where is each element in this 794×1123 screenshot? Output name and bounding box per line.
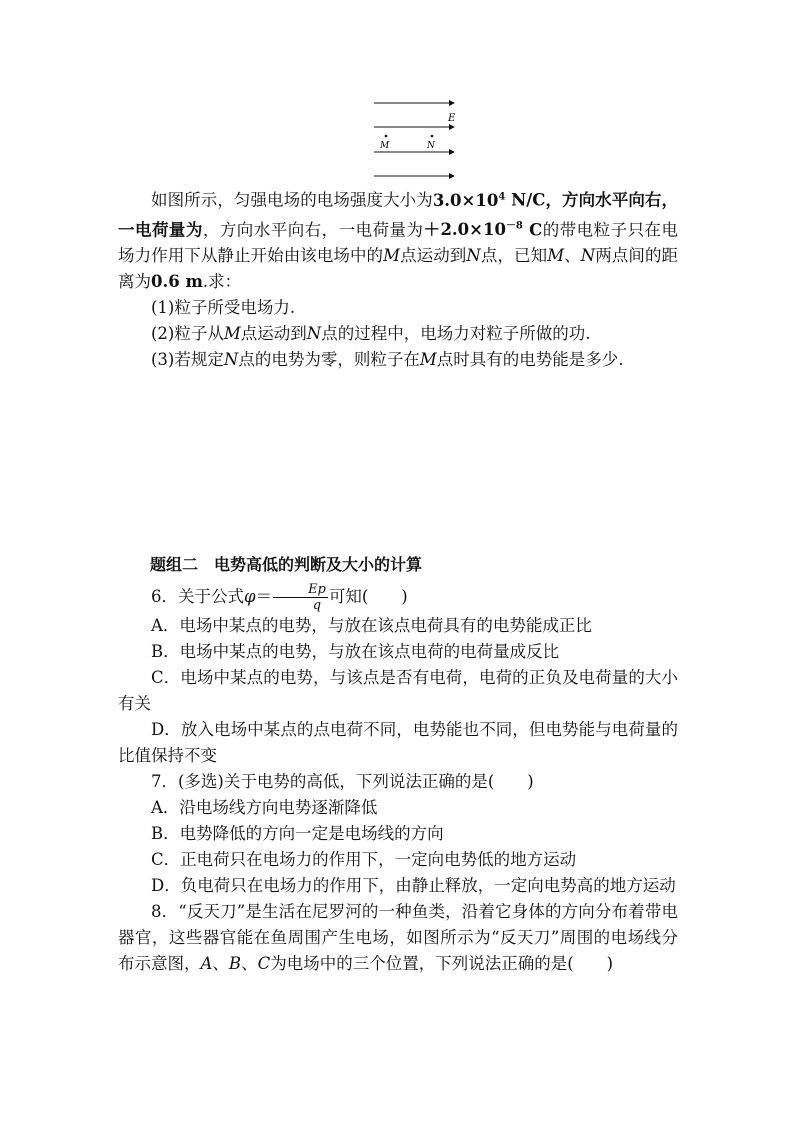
question-6-option-d: D．放入电场中某点的点电荷不同，电势能也不同，但电势能与电荷量的比值保持不变 [118, 720, 678, 765]
point-m-label: M [380, 141, 390, 151]
question-group-2 [118, 552, 678, 977]
question-7-option-a: A．沿电场线方向电势逐渐降低 [151, 798, 378, 817]
question-6-stem: 6．关于公式φ＝ $\frac{Ep}{q}$ 可知( ) [151, 582, 408, 613]
question-7-option-c: C．正电荷只在电场力的作用下，一定向电势低的地方运动 [151, 850, 577, 869]
question-6-option-a: A．电场中某点的电势，与放在该点电荷具有的电势能成正比 [151, 616, 592, 635]
problem-5-question-3: (3)若规定N点的电势为零，则粒子在M点时具有的电势能是多少. [151, 350, 624, 369]
point-m-dot [385, 135, 388, 138]
group-2-heading: 题组二 电势高低的判断及大小的计算 [150, 555, 423, 574]
problem-5 [118, 184, 678, 373]
potential-formula-fraction: $\frac{Ep}{q}$ [273, 582, 328, 613]
point-n-dot [431, 135, 434, 138]
question-8-stem: 8．“反天刀”是生活在尼罗河的一种鱼类，沿着它身体的方向分布着带电器官，这些器官能在鱼周围产生电场，如图所示为“反天刀”周围的电场线分布示意图，A、B、C为电场中的三个位置，下列说法正确的是( ) [118, 902, 678, 973]
problem-5-stem: 如图所示，匀强电场的电场强度大小为$3.0\times 10^4$ N/C，方向水平向右，一电荷量为，方向水平向右，一电荷量为$+2.0\times 10^{-8}$ C的带电粒子只在电场力作用下从静止开始由该电场中的M点运动到N点，已知M、N两点间的距离为0.6 m.求： [118, 190, 679, 291]
problem-5-question-1: (1)粒子所受电场力. [151, 298, 296, 317]
field-label: E [448, 113, 456, 124]
point-n-label: N [427, 141, 435, 151]
problem-5-question-2: (2)粒子从M点运动到N点的过程中，电场力对粒子所做的功. [151, 324, 591, 343]
question-7-option-d: D．负电荷只在电场力的作用下，由静止释放，一定向电势高的地方运动 [151, 876, 676, 895]
question-7-option-b: B．电势降低的方向一定是电场线的方向 [151, 824, 444, 843]
question-7-stem: 7．(多选)关于电势的高低，下列说法正确的是( ) [151, 772, 534, 791]
question-6-option-c: C．电场中某点的电势，与该点是否有电荷，电荷的正负及电荷量的大小有关 [118, 668, 678, 713]
question-6-option-b: B．电场中某点的电势，与放在该点电荷的电荷量成反比 [151, 642, 560, 661]
electric-field-diagram [370, 96, 466, 182]
